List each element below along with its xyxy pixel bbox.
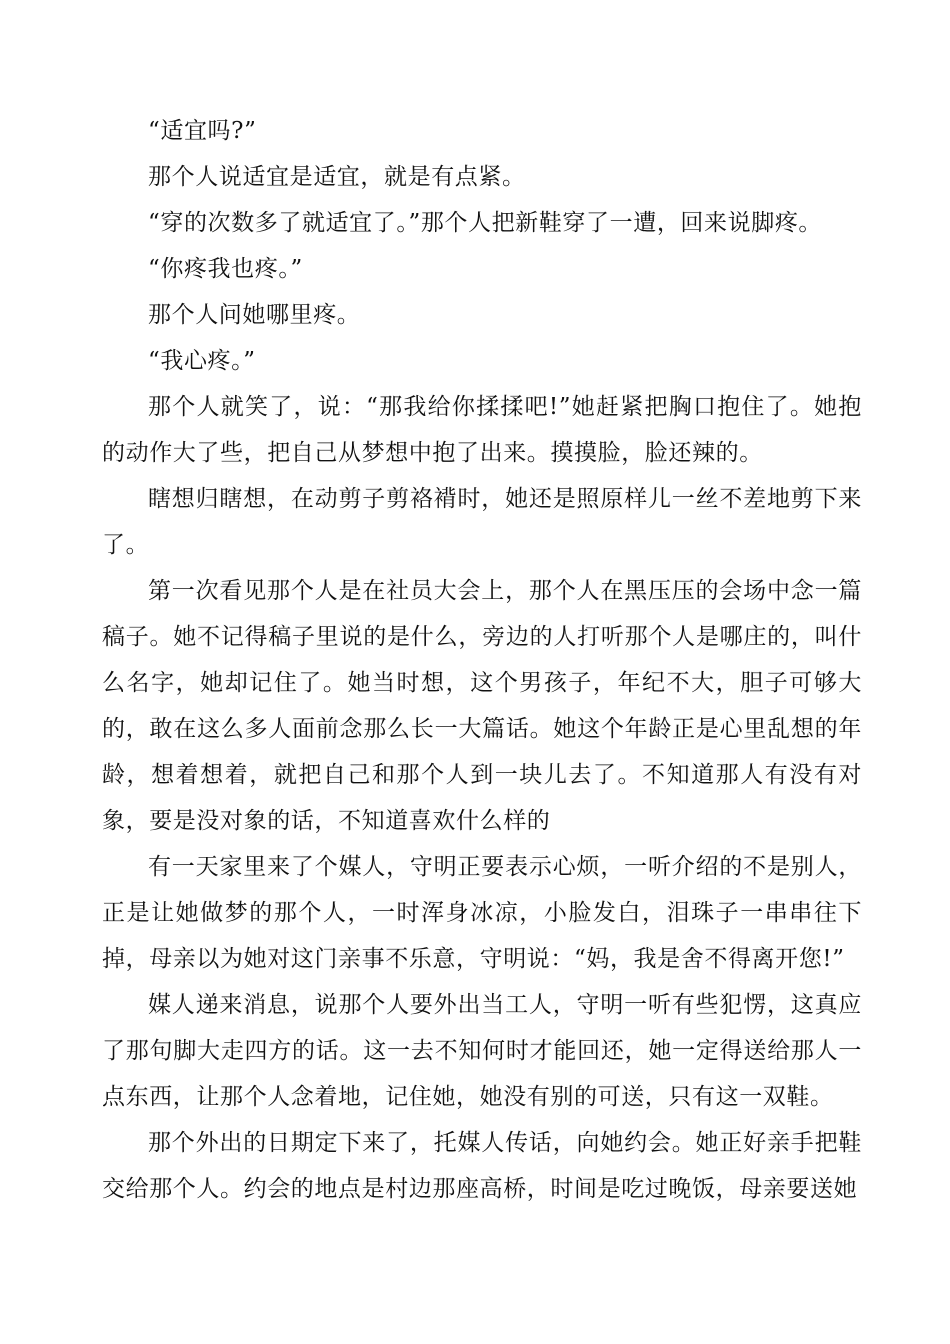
paragraph-4: “你疼我也疼。”: [148, 256, 303, 282]
paragraph-7: 那个人就笑了，说：“那我给你揉揉吧!”她赶紧把胸口抱住了。她抱的动作大了些，把自己从梦想中抱了出来。摸摸脸，脸还辣的。: [102, 394, 862, 466]
paragraph-5: 那个人问她哪里疼。: [148, 302, 361, 328]
paragraph-10: 有一天家里来了个媒人，守明正要表示心烦，一听介绍的不是别人，正是让她做梦的那个人，一时浑身冰凉，小脸发白，泪珠子一串串往下掉，母亲以为她对这门亲事不乐意，守明说：“妈，我是舍不得离开您!”: [102, 854, 862, 972]
paragraph-1: “适宜吗?”: [148, 118, 257, 144]
paragraph-3: “穿的次数多了就适宜了。”那个人把新鞋穿了一遭，回来说脚疼。: [148, 210, 823, 236]
paragraph-2: 那个人说适宜是适宜，就是有点紧。: [148, 164, 526, 190]
document-body: [102, 108, 862, 1212]
paragraph-6: “我心疼。”: [148, 348, 256, 374]
paragraph-11: 媒人递来消息，说那个人要外出当工人，守明一听有些犯愣，这真应了那句脚大走四方的话。这一去不知何时才能回还，她一定得送给那人一点东西，让那个人念着地，记住她，她没有别的可送，只有这一双鞋。: [102, 992, 862, 1110]
paragraph-12: 那个外出的日期定下来了，托媒人传话，向她约会。她正好亲手把鞋交给那个人。约会的地点是村边那座高桥，时间是吃过晚饭，母亲要送她: [102, 1130, 862, 1202]
paragraph-9: 第一次看见那个人是在社员大会上，那个人在黑压压的会场中念一篇稿子。她不记得稿子里说的是什么，旁边的人打听那个人是哪庄的，叫什么名字，她却记住了。她当时想，这个男孩子，年纪不大，胆子可够大的，敢在这么多人面前念那么长一大篇话。她这个年龄正是心里乱想的年龄，想着想着，就把自己和那个人到一块儿去了。不知道那人有没有对象，要是没对象的话，不知道喜欢什么样的: [102, 578, 862, 834]
paragraph-8: 瞎想归瞎想，在动剪子剪袼褙时，她还是照原样儿一丝不差地剪下来了。: [102, 486, 862, 558]
